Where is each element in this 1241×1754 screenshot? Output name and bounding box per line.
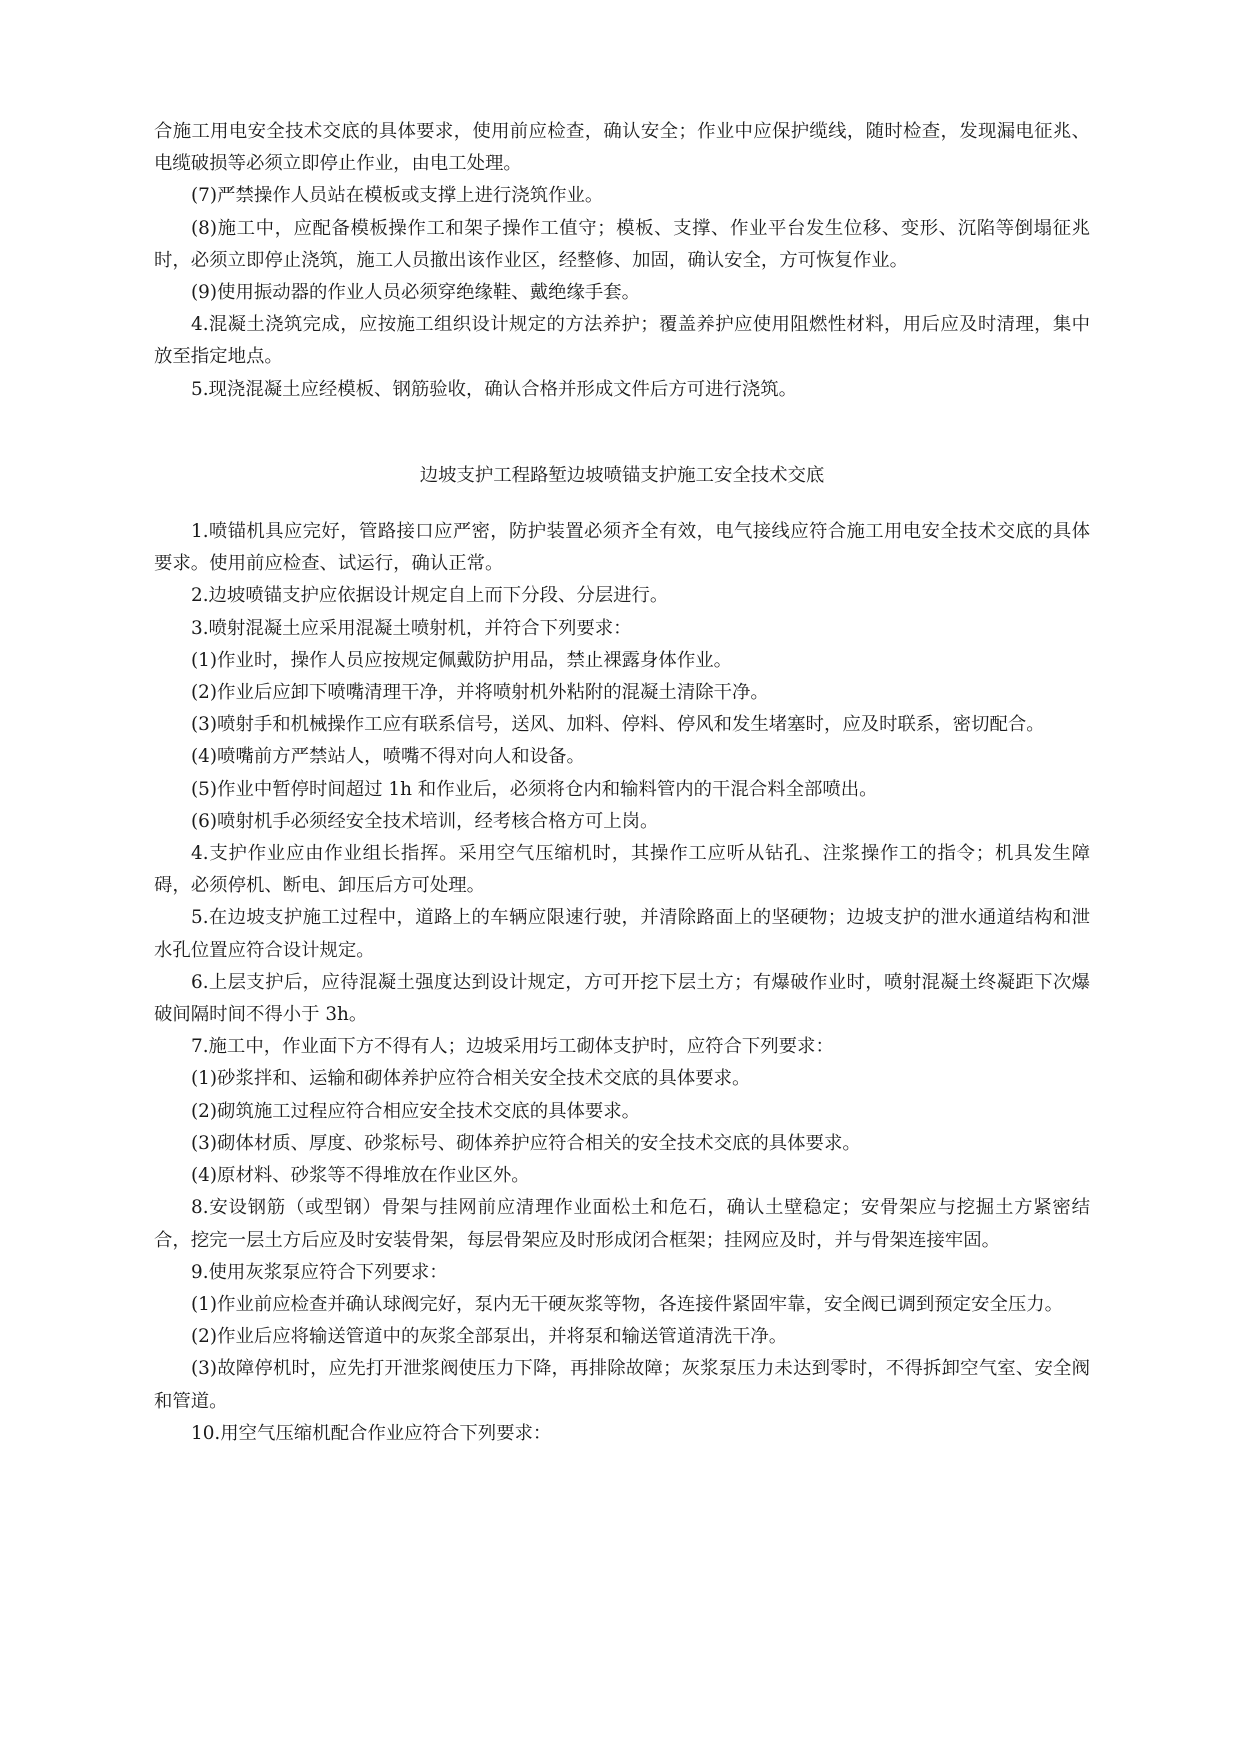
paragraph: (9)使用振动器的作业人员必须穿绝缘鞋、戴绝缘手套。 xyxy=(191,282,641,304)
paragraph: (4)喷嘴前方严禁站人，喷嘴不得对向人和设备。 xyxy=(191,746,585,768)
paragraph: (3)故障停机时，应先打开泄浆阀使压力下降，再排除故障；灰浆泵压力未达到零时，不得拆卸空气室、安全阀和管道。 xyxy=(154,1358,1090,1412)
paragraph: (1)作业时，操作人员应按规定佩戴防护用品，禁止裸露身体作业。 xyxy=(191,649,732,671)
paragraph: (2)作业后应将输送管道中的灰浆全部泵出，并将泵和输送管道清洗干净。 xyxy=(191,1326,788,1348)
paragraph: 4.支护作业应由作业组长指挥。采用空气压缩机时，其操作工应听从钻孔、注浆操作工的指令；机具发生障碍，必须停机、断电、卸压后方可处理。 xyxy=(154,843,1090,897)
paragraph: 1.喷锚机具应完好，管路接口应严密，防护装置必须齐全有效，电气接线应符合施工用电安全技术交底的具体要求。使用前应检查、试运行，确认正常。 xyxy=(154,521,1090,575)
paragraph: (6)喷射机手必须经安全技术培训，经考核合格方可上岗。 xyxy=(191,810,659,832)
paragraph: (5)作业中暂停时间超过 1h 和作业后，必须将仓内和输料管内的干混合料全部喷出。 xyxy=(191,778,878,800)
paragraph: (1)砂浆拌和、运输和砌体养护应符合相关安全技术交底的具体要求。 xyxy=(191,1068,751,1090)
paragraph: (4)原材料、砂浆等不得堆放在作业区外。 xyxy=(191,1165,530,1187)
section-title: 边坡支护工程路堑边坡喷锚支护施工安全技术交底 xyxy=(419,464,825,486)
paragraph: (8)施工中，应配备模板操作工和架子操作工值守；模板、支撑、作业平台发生位移、变形、沉陷等倒塌征兆时，必须立即停止浇筑，施工人员撤出该作业区，经整修、加固，确认安全，方可恢复作业。 xyxy=(154,217,1090,271)
paragraph-continuation: 合施工用电安全技术交底的具体要求，使用前应检查，确认安全；作业中应保护缆线，随时检查，发现漏电征兆、电缆破损等必须立即停止作业，由电工处理。 xyxy=(154,121,1090,175)
paragraph: 4.混凝土浇筑完成，应按施工组织设计规定的方法养护；覆盖养护应使用阻燃性材料，用后应及时清理，集中放至指定地点。 xyxy=(154,314,1090,368)
document-body xyxy=(154,116,1090,1450)
paragraph: 5.现浇混凝土应经模板、钢筋验收，确认合格并形成文件后方可进行浇筑。 xyxy=(191,378,798,400)
paragraph: (3)喷射手和机械操作工应有联系信号，送风、加料、停料、停风和发生堵塞时，应及时联系，密切配合。 xyxy=(191,714,1045,736)
paragraph: 3.喷射混凝土应采用混凝土喷射机，并符合下列要求： xyxy=(191,617,632,639)
paragraph: (2)砌筑施工过程应符合相应安全技术交底的具体要求。 xyxy=(191,1100,641,1122)
paragraph: 9.使用灰浆泵应符合下列要求： xyxy=(191,1261,448,1283)
paragraph: 5.在边坡支护施工过程中，道路上的车辆应限速行驶，并清除路面上的坚硬物；边坡支护的泄水通道结构和泄水孔位置应符合设计规定。 xyxy=(154,907,1090,961)
spacer xyxy=(154,492,1090,516)
paragraph: (2)作业后应卸下喷嘴清理干净，并将喷射机外粘附的混凝土清除干净。 xyxy=(191,682,769,704)
paragraph: 2.边坡喷锚支护应依据设计规定自上而下分段、分层进行。 xyxy=(191,585,669,607)
paragraph: (3)砌体材质、厚度、砂浆标号、砌体养护应符合相关的安全技术交底的具体要求。 xyxy=(191,1132,861,1154)
paragraph: (1)作业前应检查并确认球阀完好，泵内无干硬灰浆等物，各连接件紧固牢靠，安全阀已调到预定安全压力。 xyxy=(191,1293,1064,1315)
paragraph: (7)严禁操作人员站在模板或支撑上进行浇筑作业。 xyxy=(191,185,604,207)
paragraph: 10.用空气压缩机配合作业应符合下列要求： xyxy=(191,1422,552,1444)
paragraph: 8.安设钢筋（或型钢）骨架与挂网前应清理作业面松土和危石，确认土壁稳定；安骨架应与挖掘土方紧密结合，挖完一层土方后应及时安装骨架，每层骨架应及时形成闭合框架；挂网应及时，并与骨架连接牢固。 xyxy=(154,1197,1090,1251)
paragraph: 6.上层支护后，应待混凝土强度达到设计规定，方可开挖下层土方；有爆破作业时，喷射混凝土终凝距下次爆破间隔时间不得小于 3h。 xyxy=(154,971,1090,1026)
spacer xyxy=(154,406,1090,460)
paragraph: 7.施工中，作业面下方不得有人；边坡采用圬工砌体支护时，应符合下列要求： xyxy=(191,1036,834,1058)
